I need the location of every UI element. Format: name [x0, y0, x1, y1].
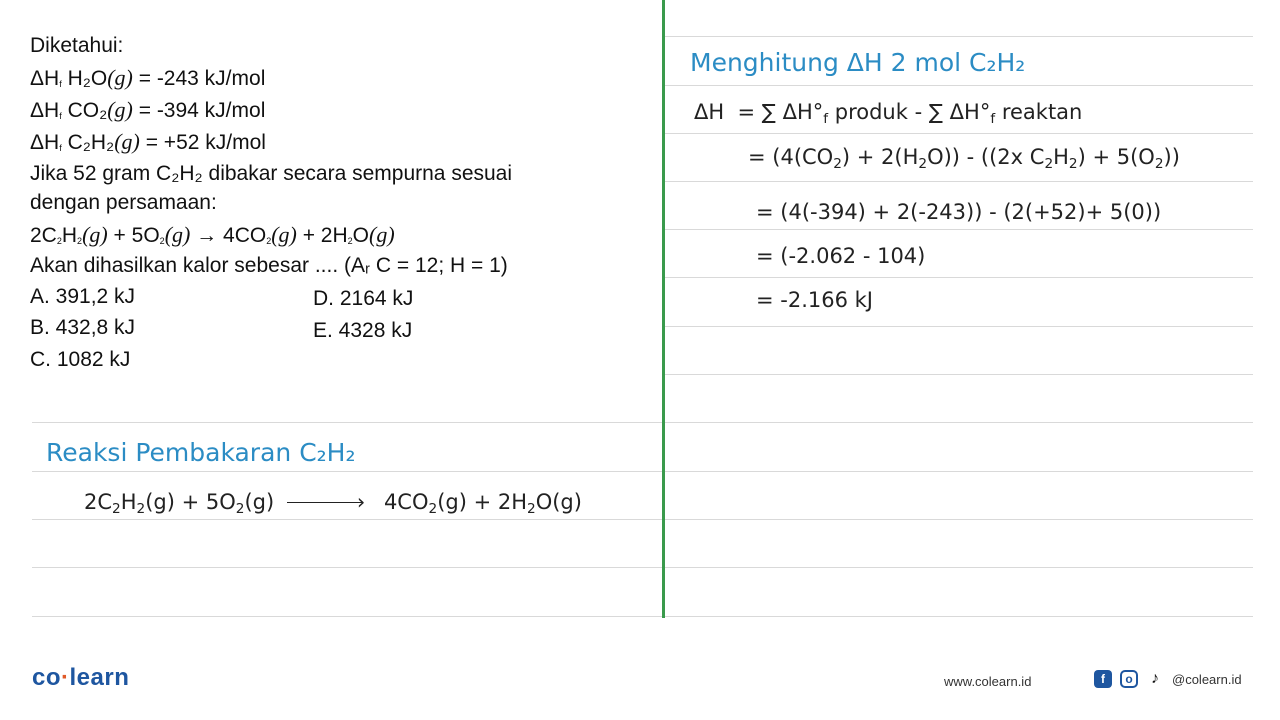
colearn-logo: co·learn [32, 664, 130, 691]
calc-title: Menghitung ΔH 2 mol C₂H₂ [690, 48, 1026, 77]
calc-step-2: = (4(-394) + 2(-243)) - (2(+52)+ 5(0)) [756, 200, 1162, 224]
option-c: C. 1082 kJ [30, 348, 131, 371]
calc-result: = -2.166 kJ [756, 288, 873, 312]
ruled-line [665, 277, 1253, 278]
ruled-line [665, 229, 1253, 230]
ruled-line [665, 374, 1253, 375]
combustion-equation: $2C_2H_2(g) + 5O_2(g)$ › $4CO_2(g) + 2H_2O(g)$ [84, 490, 582, 517]
statement-line-2: dengan persamaan: [30, 191, 217, 214]
facebook-icon[interactable]: f [1094, 670, 1112, 688]
vertical-divider [662, 0, 665, 618]
tiktok-icon[interactable]: ♪ [1151, 670, 1159, 687]
option-a: A. 391,2 kJ [30, 285, 136, 308]
ruled-line [32, 471, 1253, 472]
option-e: E. 4328 kJ [313, 319, 413, 342]
option-b: B. 432,8 kJ [30, 316, 136, 339]
ruled-line [665, 181, 1253, 182]
ruled-line [665, 85, 1253, 86]
calc-formula: ΔH = ∑ $\Delta H^\circ_f$ produk - ∑ $\Delta H^\circ_f$ reaktan [694, 100, 1083, 127]
reaction-title: Reaksi Pembakaran C₂H₂ [46, 438, 356, 467]
statement-line-1: Jika 52 gram C₂H₂ dibakar secara sempurna sesuai [30, 162, 513, 185]
ruled-line [665, 326, 1253, 327]
ruled-line [32, 616, 1253, 617]
footer-social [1094, 670, 1242, 688]
calc-step-1: = $(4(CO_2) + 2(H_2O)) - ((2x$ $C_2H_2) + 5(O_2)$) [748, 145, 1180, 172]
ruled-line [32, 519, 1253, 520]
option-d: D. 2164 kJ [313, 287, 414, 310]
question-equation: $2C_2H_2(g) + 5O_2(g) \to 4CO_2(g) + 2H_2O(g)$ [30, 222, 395, 247]
statement-line-4: Akan dihasilkan kalor sebesar .... (Aᵣ C = 12; H = 1) [30, 254, 508, 277]
ruled-line [665, 133, 1253, 134]
footer-url[interactable]: www.colearn.id [944, 674, 1032, 689]
known-line-c2h2: $\Delta H_f$ C₂H₂(g) = +52 kJ/mol [30, 129, 266, 154]
instagram-icon[interactable]: o [1120, 670, 1138, 688]
social-handle[interactable]: @colearn.id [1172, 671, 1242, 687]
ruled-line [32, 567, 1253, 568]
known-line-co2: $\Delta H_f$ CO₂(g) = -394 kJ/mol [30, 97, 266, 122]
calc-step-3: = (-2.062 - 104) [756, 244, 926, 268]
known-line-h2o: $\Delta H_f$ H₂O(g) = -243 kJ/mol [30, 65, 266, 90]
ruled-line [32, 422, 1253, 423]
ruled-line [665, 36, 1253, 37]
known-heading: Diketahui: [30, 34, 124, 57]
